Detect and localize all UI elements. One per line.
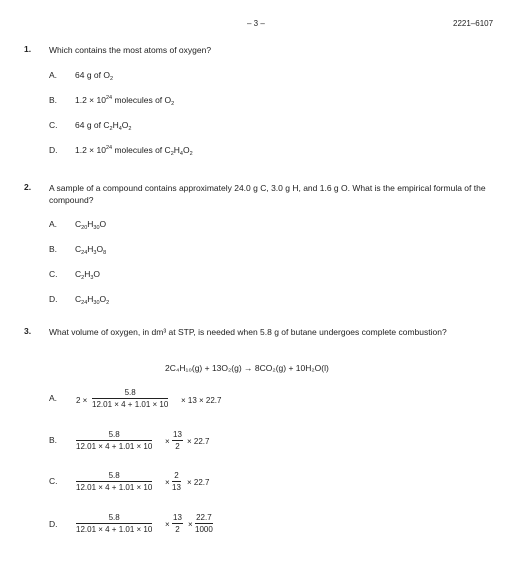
- q1-option-c-letter: C.: [49, 120, 58, 130]
- q3-c-fraction: $\frac{5.8}{12.01 \times 4 + 1.01 \times 10}$: [76, 471, 153, 492]
- q3-a-fraction: $\frac{5.8}{12.01 \times 4 + 1.01 \times 10}$: [92, 388, 169, 409]
- q3-c-suffix: × 22.7: [187, 478, 210, 487]
- q1-option-c: 64 g of $C_2H_4O_2$: [75, 120, 132, 132]
- q1-option-b-letter: B.: [49, 95, 58, 105]
- question-2-number: 2.: [24, 182, 32, 192]
- question-3-number: 3.: [24, 326, 32, 336]
- q1-option-b: $1.2 \times 10^{24}$ molecules of $O_2$: [75, 95, 175, 107]
- q3-option-b-letter: B.: [49, 435, 58, 445]
- q3-c-times: ×: [165, 478, 170, 487]
- q1-option-d-letter: D.: [49, 145, 58, 155]
- q2-option-c: $C_2H_3O$: [75, 269, 101, 281]
- q2-option-c-letter: C.: [49, 269, 58, 279]
- q3-b-fraction-2: $\frac{13}{2}$: [173, 430, 182, 451]
- combustion-equation: 2C₄H₁₀(g) + 13O₂(g) → 8CO₂(g) + 10H₂O(l): [165, 363, 329, 373]
- q1-option-a-letter: A.: [49, 70, 58, 80]
- q1-option-d: $1.2 \times 10^{24}$ molecules of $C_2H_4O_2$: [75, 145, 193, 157]
- q3-b-fraction: $\frac{5.8}{12.01 \times 4 + 1.01 \times 10}$: [76, 430, 153, 451]
- question-1-text: Which contains the most atoms of oxygen?: [49, 45, 212, 55]
- q3-d-fraction: $\frac{5.8}{12.01 \times 4 + 1.01 \times 10}$: [76, 513, 153, 534]
- q3-c-fraction-2: $\frac{2}{13}$: [172, 471, 181, 492]
- q3-d-fraction-3: $\frac{22.7}{1000}$: [195, 513, 213, 534]
- exam-code: 2221–6107: [453, 19, 494, 28]
- q3-a-suffix: × 13 × 22.7: [181, 396, 222, 405]
- q3-d-times: ×: [165, 520, 170, 529]
- question-3-text: What volume of oxygen, in dm³ at STP, is needed when 5.8 g of butane undergoes complete combustion?: [49, 327, 447, 337]
- q2-option-b-letter: B.: [49, 244, 58, 254]
- q2-option-a-letter: A.: [49, 219, 58, 229]
- q3-option-d-letter: D.: [49, 519, 58, 529]
- page-number: – 3 –: [247, 19, 265, 28]
- q2-option-d: $C_{24}H_{30}O_2$: [75, 294, 110, 306]
- q3-b-suffix: × 22.7: [187, 437, 210, 446]
- q3-d-times-2: ×: [188, 520, 193, 529]
- q1-option-a: 64 g of $O_2$: [75, 70, 114, 82]
- q3-d-fraction-2: $\frac{13}{2}$: [173, 513, 182, 534]
- question-2-text: A sample of a compound contains approximately 24.0 g C, 3.0 g H, and 1.6 g O. What is the empirical formula of the compound?: [49, 183, 486, 205]
- q2-option-a: $C_{20}H_{30}O$: [75, 219, 107, 231]
- q3-b-times: ×: [165, 437, 170, 446]
- q2-option-b: $C_{24}H_3O_8$: [75, 244, 107, 256]
- q3-option-c-letter: C.: [49, 476, 58, 486]
- q2-option-d-letter: D.: [49, 294, 58, 304]
- question-1-number: 1.: [24, 44, 32, 54]
- q3-option-a-letter: A.: [49, 393, 58, 403]
- q3-a-prefix: 2 ×: [76, 396, 88, 405]
